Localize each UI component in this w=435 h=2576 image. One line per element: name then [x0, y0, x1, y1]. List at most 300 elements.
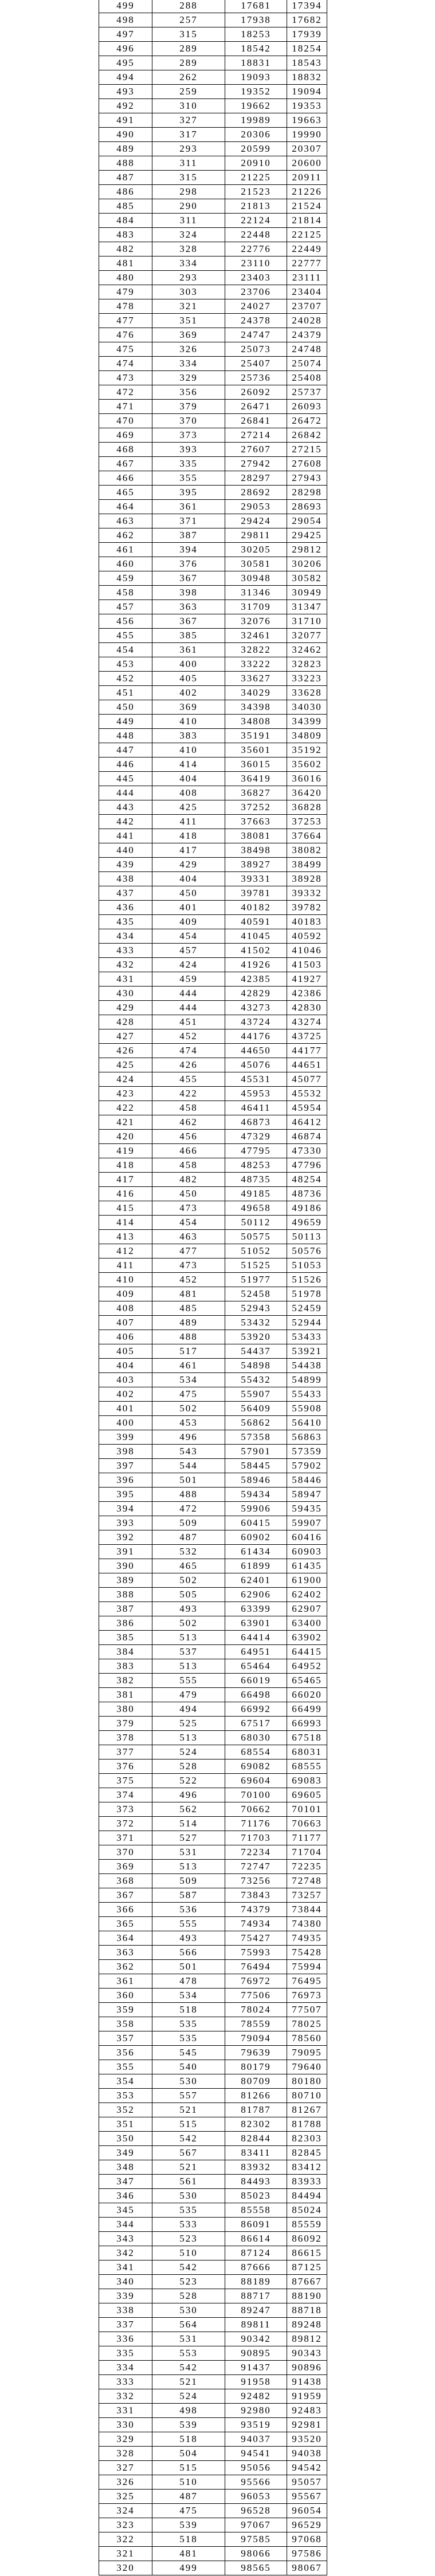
table-cell: 504: [152, 2447, 225, 2461]
table-cell: 80709: [225, 2074, 287, 2089]
table-row: [99, 285, 327, 299]
table-row: [99, 672, 327, 686]
table-cell: 29812: [287, 543, 327, 557]
table-cell: 43724: [225, 1015, 287, 1029]
table-cell: 45532: [287, 1087, 327, 1101]
table-cell: 27214: [225, 428, 287, 443]
table-cell: 429: [99, 1001, 152, 1015]
table-cell: 38499: [287, 858, 327, 872]
table-cell: 501: [152, 1473, 225, 1488]
table-cell: 327: [99, 2461, 152, 2475]
table-row: [99, 1559, 327, 1573]
table-cell: 358: [99, 2017, 152, 2031]
table-row: [99, 1631, 327, 1645]
table-cell: 458: [152, 1101, 225, 1115]
table-cell: 472: [152, 1502, 225, 1516]
table-cell: 336: [99, 2332, 152, 2346]
table-cell: 64414: [225, 1631, 287, 1645]
table-cell: 86092: [287, 2232, 327, 2246]
table-cell: 51978: [287, 1287, 327, 1301]
table-row: [99, 400, 327, 414]
table-row: [99, 1459, 327, 1473]
table-cell: 367: [152, 571, 225, 586]
table-cell: 79094: [225, 2031, 287, 2046]
table-cell: 492: [99, 99, 152, 113]
table-cell: 331: [99, 2404, 152, 2418]
table-cell: 414: [152, 758, 225, 772]
table-cell: 60903: [287, 1545, 327, 1559]
table-cell: 76494: [225, 1960, 287, 1974]
table-row: [99, 271, 327, 285]
table-cell: 32462: [287, 643, 327, 657]
table-cell: 50576: [287, 1244, 327, 1259]
table-cell: 413: [99, 1230, 152, 1244]
table-cell: 22776: [225, 242, 287, 257]
table-cell: 408: [99, 1301, 152, 1316]
table-cell: 89811: [225, 2318, 287, 2332]
table-cell: 49659: [287, 1216, 327, 1230]
table-cell: 66020: [287, 1688, 327, 1702]
table-row: [99, 2074, 327, 2089]
table-cell: 466: [152, 1144, 225, 1158]
table-cell: 58446: [287, 1473, 327, 1488]
table-row: [99, 2504, 327, 2518]
table-cell: 378: [99, 1731, 152, 1745]
table-row: [99, 815, 327, 829]
table-row: [99, 242, 327, 257]
table-cell: 90342: [225, 2332, 287, 2346]
table-row: [99, 2447, 327, 2461]
table-cell: 452: [152, 1029, 225, 1044]
table-cell: 289: [152, 42, 225, 56]
table-cell: 17394: [287, 0, 327, 13]
table-cell: 470: [99, 414, 152, 428]
table-cell: 334: [152, 357, 225, 371]
table-cell: 55907: [225, 1387, 287, 1402]
table-cell: 564: [152, 2318, 225, 2332]
table-cell: 33628: [287, 686, 327, 700]
table-cell: 35601: [225, 743, 287, 758]
table-cell: 30581: [225, 557, 287, 571]
table-cell: 97068: [287, 2532, 327, 2547]
table-row: [99, 1946, 327, 1960]
table-cell: 367: [152, 614, 225, 629]
table-cell: 426: [99, 1044, 152, 1058]
table-cell: 35602: [287, 758, 327, 772]
table-cell: 438: [99, 872, 152, 886]
table-row: [99, 1831, 327, 1845]
table-cell: 84494: [287, 2189, 327, 2203]
table-cell: 18254: [287, 42, 327, 56]
table-cell: 348: [99, 2160, 152, 2175]
table-cell: 23111: [287, 271, 327, 285]
table-cell: 83932: [225, 2160, 287, 2175]
table-cell: 39781: [225, 886, 287, 901]
table-cell: 47795: [225, 1144, 287, 1158]
table-cell: 421: [99, 1115, 152, 1130]
table-cell: 81788: [287, 2117, 327, 2132]
table-cell: 48735: [225, 1173, 287, 1187]
table-row: [99, 56, 327, 70]
table-row: [99, 528, 327, 543]
table-cell: 424: [99, 1072, 152, 1087]
table-cell: 447: [99, 743, 152, 758]
table-cell: 95057: [287, 2475, 327, 2490]
table-row: [99, 428, 327, 443]
table-cell: 44177: [287, 1044, 327, 1058]
table-cell: 74380: [287, 1917, 327, 1931]
table-cell: 58445: [225, 1459, 287, 1473]
table-cell: 50113: [287, 1230, 327, 1244]
table-cell: 45953: [225, 1087, 287, 1101]
table-cell: 46412: [287, 1115, 327, 1130]
table-cell: 497: [99, 27, 152, 42]
table-cell: 493: [152, 1602, 225, 1616]
table-cell: 379: [99, 1717, 152, 1731]
table-row: [99, 2361, 327, 2375]
table-cell: 553: [152, 2346, 225, 2361]
table-cell: 69083: [287, 1774, 327, 1788]
table-cell: 88189: [225, 2275, 287, 2289]
table-cell: 49185: [225, 1187, 287, 1201]
table-cell: 25408: [287, 371, 327, 385]
table-cell: 47330: [287, 1144, 327, 1158]
table-cell: 27943: [287, 471, 327, 486]
table-row: [99, 1029, 327, 1044]
table-cell: 423: [99, 1087, 152, 1101]
table-cell: 79639: [225, 2046, 287, 2060]
table-cell: 371: [152, 514, 225, 528]
table-cell: 383: [152, 729, 225, 743]
table-row: [99, 1659, 327, 1674]
table-cell: 434: [99, 929, 152, 944]
table-cell: 333: [99, 2375, 152, 2389]
table-row: [99, 1488, 327, 1502]
table-cell: 429: [152, 858, 225, 872]
table-cell: 64951: [225, 1645, 287, 1659]
table-cell: 478: [99, 299, 152, 314]
table-row: [99, 743, 327, 758]
table-cell: 41502: [225, 944, 287, 958]
table-cell: 45954: [287, 1101, 327, 1115]
table-row: [99, 2246, 327, 2261]
table-cell: 409: [152, 915, 225, 929]
table-cell: 535: [152, 2203, 225, 2218]
table-cell: 33627: [225, 672, 287, 686]
table-row: [99, 901, 327, 915]
table-cell: 369: [152, 328, 225, 342]
table-cell: 68030: [225, 1731, 287, 1745]
table-cell: 72748: [287, 1874, 327, 1888]
table-cell: 459: [99, 571, 152, 586]
table-cell: 41926: [225, 958, 287, 972]
table-row: [99, 1960, 327, 1974]
table-cell: 474: [99, 357, 152, 371]
table-cell: 350: [99, 2132, 152, 2146]
table-row: [99, 1115, 327, 1130]
table-cell: 566: [152, 1946, 225, 1960]
table-row: [99, 886, 327, 901]
table-cell: 19094: [287, 85, 327, 99]
table-row: [99, 1273, 327, 1287]
table-cell: 433: [99, 944, 152, 958]
table-cell: 96054: [287, 2504, 327, 2518]
table-cell: 587: [152, 1888, 225, 1903]
table-cell: 21813: [225, 199, 287, 214]
table-row: [99, 2046, 327, 2060]
table-cell: 79640: [287, 2060, 327, 2074]
table-row: [99, 1688, 327, 1702]
table-cell: 522: [152, 1774, 225, 1788]
table-cell: 404: [99, 1359, 152, 1373]
table-row: [99, 2203, 327, 2218]
table-cell: 521: [152, 2103, 225, 2117]
table-cell: 347: [99, 2175, 152, 2189]
table-cell: 290: [152, 199, 225, 214]
table-cell: 518: [152, 2532, 225, 2547]
table-cell: 98066: [225, 2547, 287, 2561]
table-cell: 343: [99, 2232, 152, 2246]
table-cell: 83933: [287, 2175, 327, 2189]
table-cell: 21523: [225, 185, 287, 199]
table-cell: 17681: [225, 0, 287, 13]
table-row: [99, 715, 327, 729]
table-cell: 61899: [225, 1559, 287, 1573]
table-cell: 75993: [225, 1946, 287, 1960]
table-cell: 42386: [287, 987, 327, 1001]
table-cell: 65464: [225, 1659, 287, 1674]
table-cell: 58946: [225, 1473, 287, 1488]
table-cell: 47329: [225, 1130, 287, 1144]
table-row: [99, 2103, 327, 2117]
table-cell: 544: [152, 1459, 225, 1473]
table-cell: 479: [152, 1688, 225, 1702]
table-cell: 356: [152, 385, 225, 400]
table-cell: 298: [152, 185, 225, 199]
table-cell: 464: [99, 500, 152, 514]
table-cell: 20600: [287, 156, 327, 171]
table-cell: 85559: [287, 2218, 327, 2232]
table-row: [99, 872, 327, 886]
table-cell: 87666: [225, 2261, 287, 2275]
table-row: [99, 2003, 327, 2017]
table-cell: 66019: [225, 1674, 287, 1688]
table-row: [99, 471, 327, 486]
table-cell: 393: [99, 1516, 152, 1530]
table-cell: 523: [152, 2275, 225, 2289]
table-row: [99, 700, 327, 715]
table-cell: 493: [152, 1931, 225, 1946]
table-cell: 95056: [225, 2461, 287, 2475]
table-cell: 40182: [225, 901, 287, 915]
table-cell: 93520: [287, 2432, 327, 2447]
table-row: [99, 500, 327, 514]
table-cell: 562: [152, 1802, 225, 1817]
table-cell: 56409: [225, 1402, 287, 1416]
table-cell: 36827: [225, 786, 287, 800]
table-cell: 61435: [287, 1559, 327, 1573]
table-cell: 86615: [287, 2246, 327, 2261]
table-cell: 33223: [287, 672, 327, 686]
table-cell: 542: [152, 2261, 225, 2275]
table-cell: 361: [152, 643, 225, 657]
table-cell: 55432: [225, 1373, 287, 1387]
table-cell: 23706: [225, 285, 287, 299]
table-cell: 25074: [287, 357, 327, 371]
table-cell: 89248: [287, 2318, 327, 2332]
table-cell: 455: [99, 629, 152, 643]
table-cell: 477: [152, 1244, 225, 1259]
table-cell: 425: [152, 800, 225, 815]
table-cell: 510: [152, 2475, 225, 2490]
table-cell: 293: [152, 142, 225, 156]
table-cell: 34399: [287, 715, 327, 729]
table-cell: 57902: [287, 1459, 327, 1473]
table-row: [99, 786, 327, 800]
table-cell: 399: [99, 1430, 152, 1445]
table-row: [99, 543, 327, 557]
table-cell: 528: [152, 2289, 225, 2303]
table-cell: 24027: [225, 299, 287, 314]
table-cell: 406: [99, 1330, 152, 1344]
table-cell: 19353: [287, 99, 327, 113]
table-cell: 87124: [225, 2246, 287, 2261]
table-cell: 527: [152, 1831, 225, 1845]
table-cell: 67517: [225, 1717, 287, 1731]
table-cell: 543: [152, 1445, 225, 1459]
table-cell: 68555: [287, 1760, 327, 1774]
table-row: [99, 2490, 327, 2504]
table-cell: 262: [152, 70, 225, 85]
table-cell: 36015: [225, 758, 287, 772]
table-cell: 66992: [225, 1702, 287, 1717]
table-row: [99, 1573, 327, 1588]
table-cell: 327: [152, 113, 225, 128]
table-cell: 482: [99, 242, 152, 257]
table-cell: 509: [152, 1874, 225, 1888]
table-cell: 435: [99, 915, 152, 929]
table-row: [99, 1917, 327, 1931]
table-row: [99, 1387, 327, 1402]
table-cell: 373: [99, 1802, 152, 1817]
table-cell: 85024: [287, 2203, 327, 2218]
table-cell: 41503: [287, 958, 327, 972]
table-cell: 397: [99, 1459, 152, 1473]
table-cell: 42830: [287, 1001, 327, 1015]
table-cell: 30582: [287, 571, 327, 586]
table-row: [99, 1158, 327, 1173]
table-row: [99, 1545, 327, 1559]
table-row: [99, 2017, 327, 2031]
table-cell: 468: [99, 443, 152, 457]
table-cell: 37252: [225, 800, 287, 815]
table-cell: 88190: [287, 2289, 327, 2303]
table-cell: 505: [152, 1588, 225, 1602]
table-cell: 21524: [287, 199, 327, 214]
table-cell: 320: [99, 2561, 152, 2575]
table-row: [99, 944, 327, 958]
table-cell: 36420: [287, 786, 327, 800]
table-row: [99, 85, 327, 99]
table-cell: 96053: [225, 2490, 287, 2504]
table-cell: 311: [152, 214, 225, 228]
table-cell: 32822: [225, 643, 287, 657]
table-row: [99, 2518, 327, 2532]
table-cell: 459: [152, 972, 225, 987]
table-cell: 73256: [225, 1874, 287, 1888]
table-cell: 31346: [225, 586, 287, 600]
table-cell: 52944: [287, 1316, 327, 1330]
table-cell: 23403: [225, 271, 287, 285]
table-cell: 518: [152, 2432, 225, 2447]
table-cell: 426: [152, 1058, 225, 1072]
table-cell: 257: [152, 13, 225, 27]
table-cell: 368: [99, 1874, 152, 1888]
table-cell: 494: [99, 70, 152, 85]
table-cell: 19990: [287, 128, 327, 142]
table-cell: 21225: [225, 171, 287, 185]
table-cell: 535: [152, 2031, 225, 2046]
table-cell: 502: [152, 1616, 225, 1631]
table-cell: 28693: [287, 500, 327, 514]
table-cell: 34809: [287, 729, 327, 743]
table-cell: 49658: [225, 1201, 287, 1216]
table-row: [99, 13, 327, 27]
table-cell: 501: [152, 1960, 225, 1974]
table-cell: 32077: [287, 629, 327, 643]
table-row: [99, 1230, 327, 1244]
table-cell: 23707: [287, 299, 327, 314]
table-cell: 30949: [287, 586, 327, 600]
table-cell: 471: [99, 400, 152, 414]
table-cell: 78559: [225, 2017, 287, 2031]
table-cell: 476: [99, 328, 152, 342]
table-cell: 444: [152, 1001, 225, 1015]
table-cell: 96529: [287, 2518, 327, 2532]
table-row: [99, 586, 327, 600]
table-cell: 43725: [287, 1029, 327, 1044]
table-cell: 339: [99, 2289, 152, 2303]
table-cell: 386: [99, 1616, 152, 1631]
table-cell: 72234: [225, 1845, 287, 1860]
table-cell: 379: [152, 400, 225, 414]
table-row: [99, 1216, 327, 1230]
table-cell: 374: [99, 1788, 152, 1802]
table-cell: 56410: [287, 1416, 327, 1430]
table-row: [99, 1888, 327, 1903]
table-cell: 481: [152, 2547, 225, 2561]
table-cell: 26092: [225, 385, 287, 400]
table-row: [99, 1359, 327, 1373]
table-cell: 36419: [225, 772, 287, 786]
table-cell: 77506: [225, 1989, 287, 2003]
table-row: [99, 371, 327, 385]
table-row: [99, 972, 327, 987]
table-cell: 461: [152, 1359, 225, 1373]
table-cell: 355: [152, 471, 225, 486]
table-cell: 37663: [225, 815, 287, 829]
table-cell: 30206: [287, 557, 327, 571]
table-cell: 359: [99, 2003, 152, 2017]
table-cell: 73843: [225, 1888, 287, 1903]
table-cell: 498: [99, 13, 152, 27]
table-cell: 19662: [225, 99, 287, 113]
table-cell: 422: [99, 1101, 152, 1115]
table-cell: 383: [99, 1659, 152, 1674]
table-cell: 69605: [287, 1788, 327, 1802]
table-cell: 289: [152, 56, 225, 70]
table-cell: 28692: [225, 486, 287, 500]
